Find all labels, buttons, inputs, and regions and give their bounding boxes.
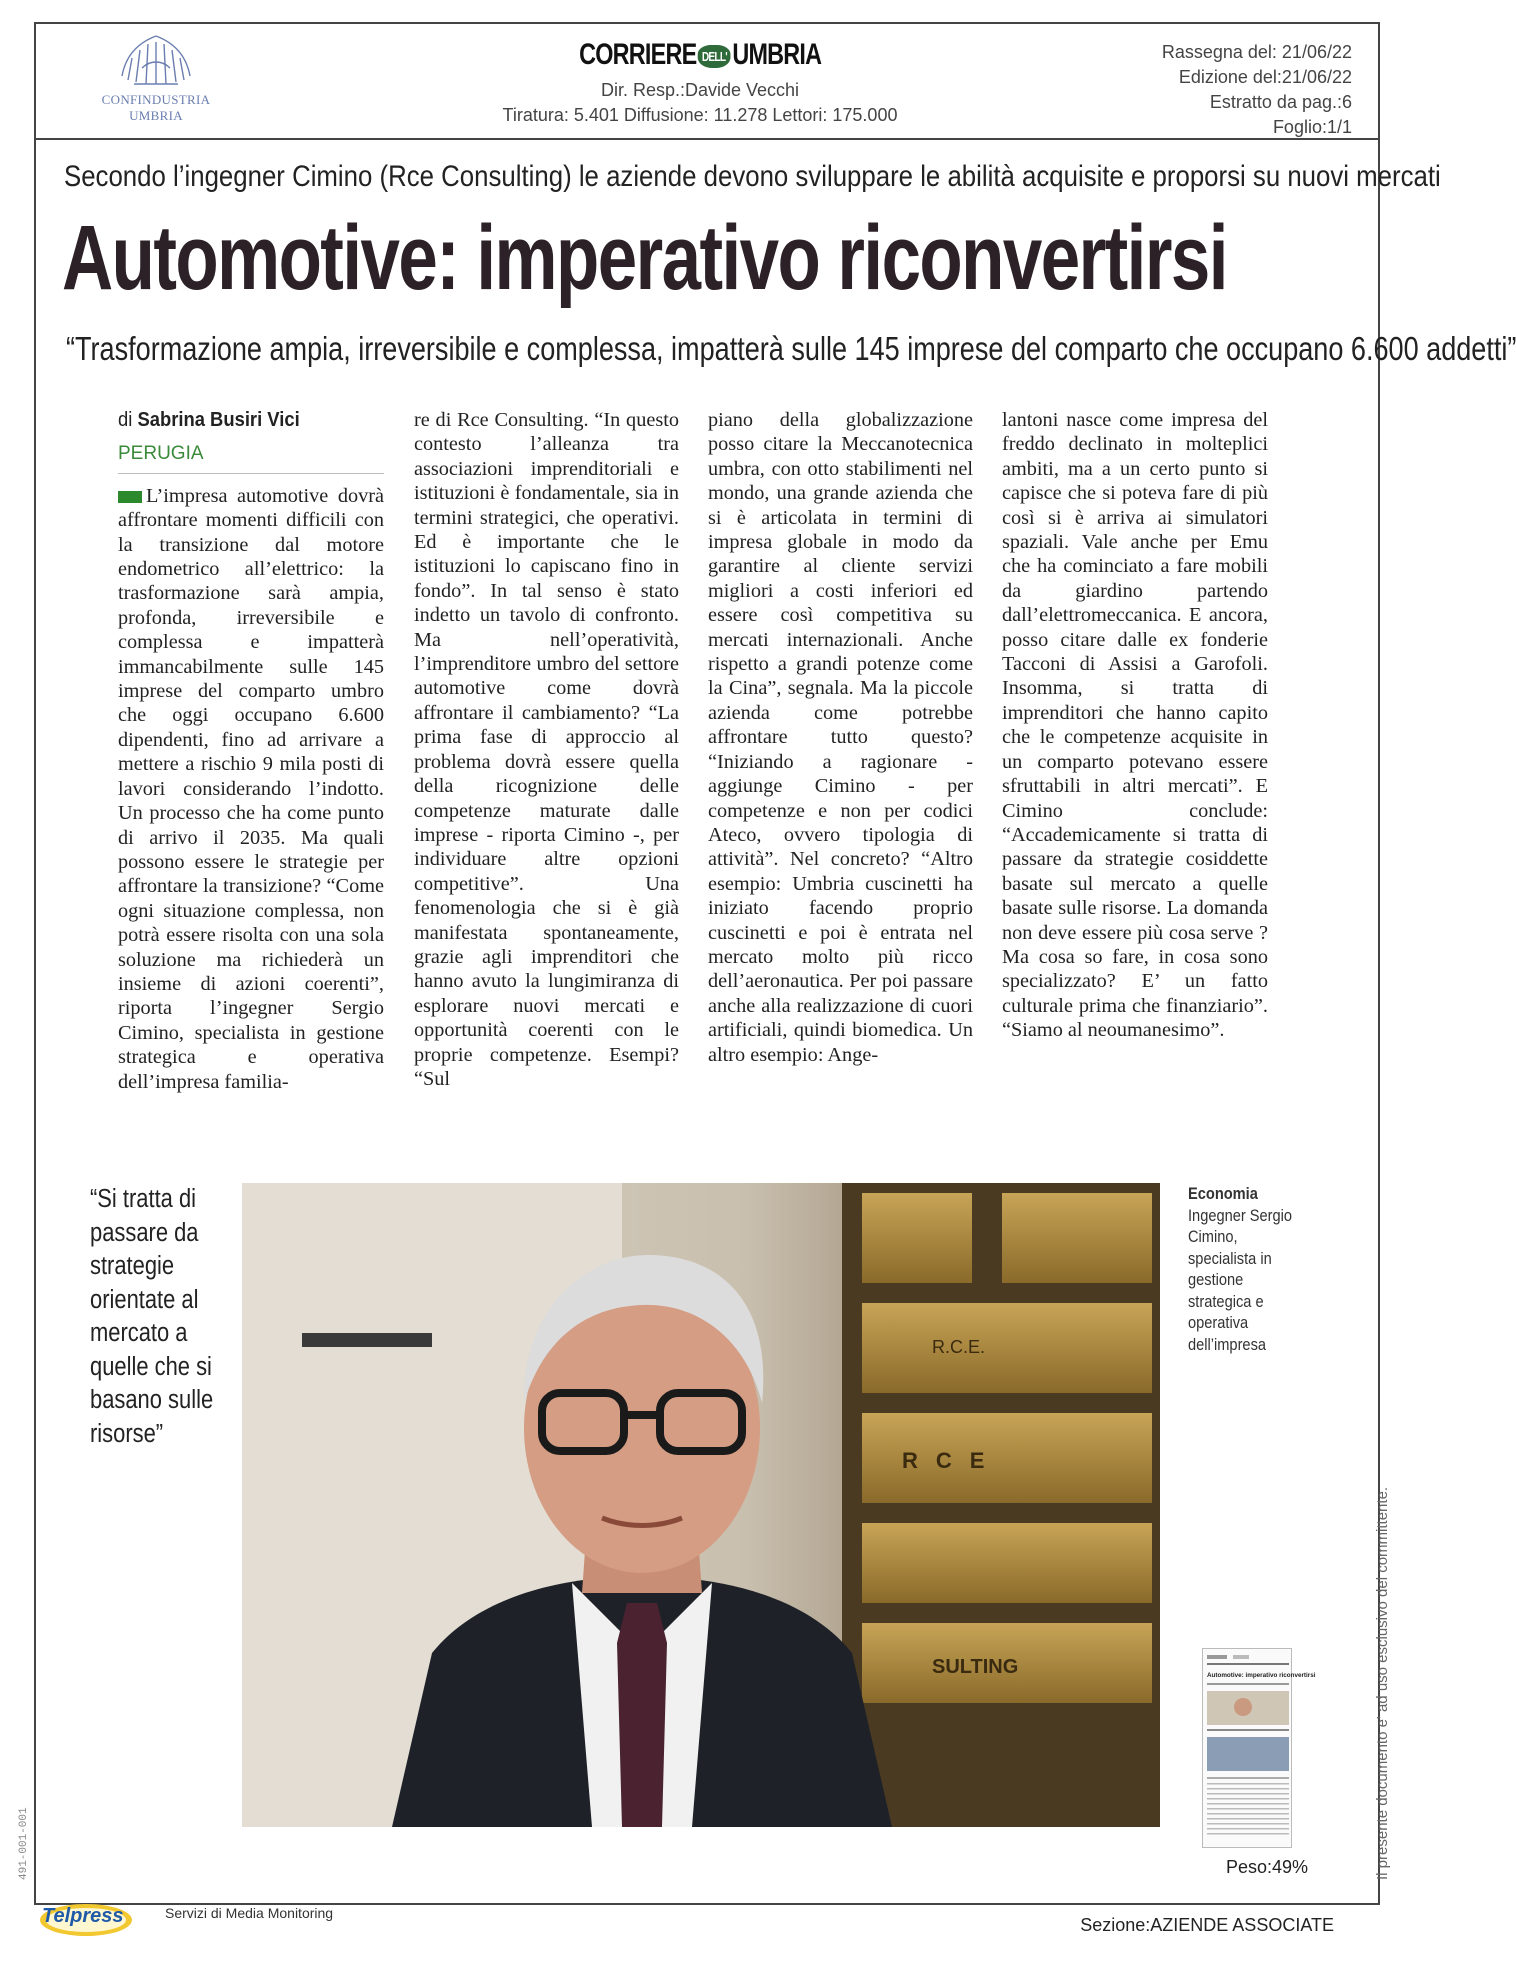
article-subhead: “Trasformazione ampia, irreversibile e complessa, impatterà sulle 145 imprese del comparto che occupano 6.600 addetti” xyxy=(66,330,1516,367)
edition-date: Edizione del:21/06/22 xyxy=(1178,67,1352,87)
pull-quote: “Si tratta di passare da strategie orientate al mercato a quelle che si basano sulle risorse” xyxy=(90,1185,214,1448)
lead-marker-icon xyxy=(118,491,142,503)
article-column-4 xyxy=(1002,408,1268,1043)
media-monitoring-label: Servizi di Media Monitoring xyxy=(165,1905,334,1921)
thumbnail-preview xyxy=(1203,1649,1316,1849)
masthead-left: CORRIERE xyxy=(578,38,697,71)
press-review-info xyxy=(1162,40,1352,140)
article-column-3 xyxy=(708,408,973,1067)
telpress-logo xyxy=(38,1893,138,1941)
photo-caption xyxy=(1188,1183,1300,1355)
dateline-city: PERUGIA xyxy=(118,442,384,473)
masthead xyxy=(480,38,920,126)
byline-prefix: di xyxy=(118,409,133,431)
article-photo xyxy=(242,1183,1160,1827)
confindustria-label: CONFINDUSTRIA UMBRIA xyxy=(101,92,211,123)
director-line: Dir. Resp.:Davide Vecchi xyxy=(600,80,800,100)
confindustria-emblem-icon xyxy=(110,32,202,90)
article-headline: Automotive: imperativo riconvertirsi xyxy=(62,207,1227,309)
byline-author: Sabrina Busiri Vici xyxy=(137,409,300,431)
section-label: Sezione:AZIENDE ASSOCIATE xyxy=(1080,1915,1334,1935)
weight-percentage: Peso:49% xyxy=(1226,1857,1309,1877)
portrait-illustration xyxy=(242,1183,1160,1827)
document-code: 491-001-001 xyxy=(18,1807,30,1880)
article-column-1 xyxy=(118,408,384,1094)
usage-notice: Il presente documento e' ad uso esclusivo del committente. xyxy=(1374,1486,1391,1880)
column-1-text: L’impresa automotive dovrà affrontare momenti difficili con la transizione dal motore endometrico all’elettrico: la trasformazione sarà ampia, profonda, irreversibile e complessa e impatterà immancabilmente sulle 145 imprese del comparto umbro che oggi occupano 6.600 dipendenti, fino ad arrivare a mettere a rischio 9 mila posti di lavori considerando l’indotto. Un processo che ha come punto di arrivo il 2035. Ma quali possono essere le strategie per affrontare la transizione? “Come ogni situazione complessa, non potrà essere risolta con una sola soluzione ma richiederà un insieme di azioni coerenti”, riporta l’ingegner Sergio Cimino, specialista in gestione strategica e operativa dell’impresa familia- xyxy=(118,484,384,1093)
column-2-text: re di Rce Consulting. “In questo contesto l’alleanza tra associazioni imprenditoriali e istituzioni è fondamentale, sia in termini strategici, che operativi. Ed è importante che le istituzioni lo capiscano fino in fondo”. In tal senso è stato indetto un tavolo di confronto. Ma nell’operatività, l’imprenditore umbro del settore automotive come dovrà affrontare il cambiamento? “La prima fase di approccio al problema dovrà essere quella della ricognizione delle competenze maturate dalle imprese - riporta Cimino -, per individuare altre opzioni competitive”. Una fenomenologia che si è già manifestata spontaneamente, grazie agli imprenditori che hanno avuto la lungimiranza di esplorare nuovi mercati e opportunità coerenti con le proprie competenze. Esempi? “Sul xyxy=(414,409,679,1090)
masthead-right: UMBRIA xyxy=(732,38,822,71)
column-4-text: lantoni nasce come impresa del freddo declinato in molteplici ambiti, ma a un certo punto si capisce che si poteva fare di più così si è arriva ai simulatori spaziali. Vale anche per Emu che ha cominciato a fare mobili da giardino partendo dall’elettromeccanica. E ancora, posso citare dalle ex fonderie Tacconi di Assisi a Garofoli. Insomma, si tratta di imprenditori che hanno capito che le competenze acquisite in un comparto potevano essere sfruttabili in altri mercati”. E Cimino conclude: “Accademicamente si tratta di passare da strategie cosiddette basate sul mercato a quelle basate sulle risorse. La domanda non deve essere più cosa serve ? Ma cosa so fare, in cosa sono specializzato? E’ un fatto culturale prima che finanziario”. “Siamo al neoumanesimo”. xyxy=(1002,409,1268,1042)
article-column-2 xyxy=(414,408,679,1091)
telpress-wordmark: Telpress xyxy=(42,1905,124,1927)
sign-rce-text-2: RCE xyxy=(902,1448,1003,1473)
circulation-line: Tiratura: 5.401 Diffusione: 11.278 Lettori: 175.000 xyxy=(502,105,898,125)
rassegna-date: Rassegna del: 21/06/22 xyxy=(1161,42,1352,62)
caption-text: Ingegner Sergio Cimino, specialista in gestione strategica e operativa dell’impresa xyxy=(1188,1205,1293,1354)
masthead-dell: DELL' xyxy=(698,45,731,68)
newspaper-logo xyxy=(579,38,821,72)
article-kicker: Secondo l’ingegner Cimino (Rce Consulting) le aziende devono sviluppare le abilità acquisite e proporsi su nuovi mercati xyxy=(64,160,1441,193)
thumbnail-headline: Automotive: imperativo riconvertirsi xyxy=(1207,1672,1316,1679)
sign-rce-text: R.C.E. xyxy=(932,1337,986,1357)
sign-consulting-text: SULTING xyxy=(932,1656,1019,1678)
confindustria-logo xyxy=(76,32,236,123)
page-extract: Estratto da pag.:6 xyxy=(1209,92,1352,112)
page-thumbnail xyxy=(1202,1648,1316,1848)
sheet-count: Foglio:1/1 xyxy=(1272,117,1352,137)
column-3-text: piano della globalizzazione posso citare la Meccanotecnica umbra, con otto stabilimenti nel mondo, una grande azienda che si è articolata in termini di impresa globale in modo da garantire al cliente servizi migliori a costi inferiori ed essere così competitiva su mercati internazionali. Anche rispetto a grandi potenze come la Cina”, segnala. Ma la piccole azienda come potrebbe affrontare tutto questo? “Iniziando a ragionare - aggiunge Cimino - per competenze e non per codici Ateco, ovvero tipologia di attività”. Nel concreto? “Altro esempio: Umbria cuscinetti ha iniziato facendo proprio cuscinetti e poi è entrata nel mercato molto più ricco dell’aeronautica. Per poi passare anche alla realizzazione di cuori artificiali, quindi biomedica. Un altro esempio: Ange- xyxy=(708,409,973,1066)
byline xyxy=(118,408,363,432)
caption-title: Economia xyxy=(1188,1184,1258,1203)
